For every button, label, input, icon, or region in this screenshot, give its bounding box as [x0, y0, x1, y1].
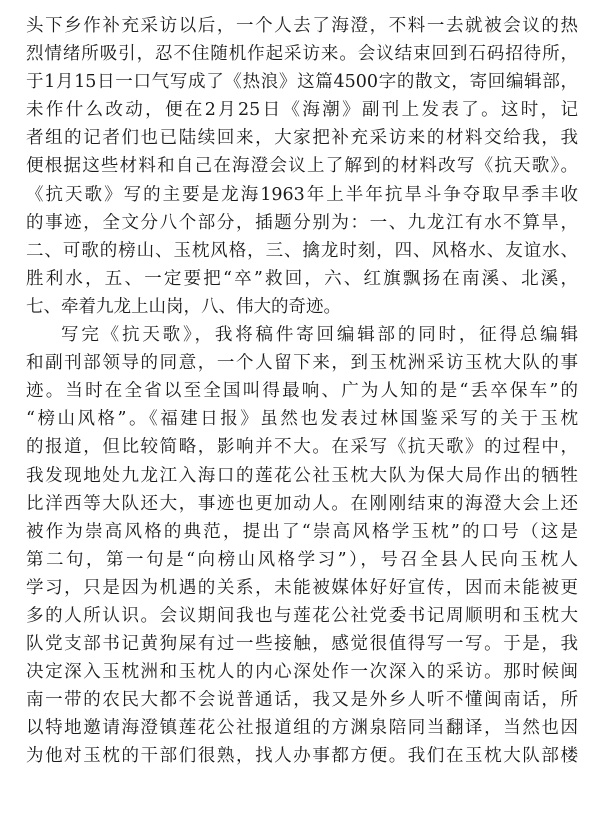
text-line: 《抗天歌》写的主要是龙海1963年上半年抗旱斗争夺取早季丰收	[26, 184, 578, 205]
text-line: 二、可歌的榜山、玉枕风格，三、擒龙时刻，四、风格水、友谊水、	[26, 240, 578, 261]
text-line: 的报道，但比较简略，影响并不大。在采写《抗天歌》的过程中，	[26, 437, 578, 458]
text-line: 写完《抗天歌》，我将稿件寄回编辑部的同时，征得总编辑	[61, 325, 578, 346]
text-line: 烈情绪所吸引，忍不住随机作起采访来。会议结束回到石码招待所，	[26, 44, 578, 65]
text-line: 决定深入玉枕洲和玉枕人的内心深处作一次深入的采访。那时候闽	[26, 662, 578, 683]
text-line: 迹。当时在全省以至全国叫得最响、广为人知的是“丢卒保车”的	[26, 381, 578, 402]
text-line: 我发现地处九龙江入海口的莲花公社玉枕大队为保大局作出的牺牲	[26, 465, 578, 486]
text-line: 为他对玉枕的干部们很熟，找人办事都方便。我们在玉枕大队部楼	[26, 746, 578, 767]
text-line: 被作为崇高风格的典范，提出了“崇高风格学玉枕”的口号（这是	[26, 521, 578, 542]
text-line: “榜山风格”。《福建日报》虽然也发表过林国鉴采写的关于玉枕	[26, 409, 578, 430]
text-line: 胜利水，五、一定要把“卒”救回，六、红旗飘扬在南溪、北溪，	[26, 268, 578, 289]
text-line: 的事迹，全文分八个部分，插题分别为：一、九龙江有水不算旱，	[26, 212, 578, 233]
text-line: 头下乡作补充采访以后，一个人去了海澄，不料一去就被会议的热	[26, 16, 578, 36]
text-line: 以特地邀请海澄镇莲花公社报道组的方渊泉陪同当翻译，当然也因	[26, 718, 578, 739]
text-line: 和副刊部领导的同意，一个人留下来，到玉枕洲采访玉枕大队的事	[26, 353, 578, 374]
text-line: 七、牵着九龙上山岗，八、伟大的奇迹。	[26, 296, 341, 317]
text-line: 于1月15日一口气写成了《热浪》这篇4500字的散文，寄回编辑部，	[26, 72, 578, 93]
paragraph-1	[26, 12, 578, 321]
text-line: 便根据这些材料和自己在海澄会议上了解到的材料改写《抗天歌》。	[26, 156, 578, 177]
paragraph-2	[26, 321, 578, 771]
text-line: 队党支部书记黄狗屎有过一些接触，感觉很值得写一写。于是，我	[26, 634, 578, 655]
text-line: 者组的记者们也已陆续回来，大家把补充采访来的材料交给我，我	[26, 128, 578, 149]
text-line: 第二句，第一句是“向榜山风格学习”），号召全县人民向玉枕人	[26, 549, 578, 570]
text-line: 多的人所认识。会议期间我也与莲花公社党委书记周顺明和玉枕大	[26, 605, 578, 626]
text-line: 南一带的农民大都不会说普通话，我又是外乡人听不懂闽南话，所	[26, 690, 578, 711]
text-line: 学习，只是因为机遇的关系，未能被媒体好好宣传，因而未能被更	[26, 577, 578, 598]
text-line: 未作什么改动，便在2月25日《海潮》副刊上发表了。这时，记	[26, 100, 578, 121]
text-line: 比洋西等大队还大，事迹也更加动人。在刚刚结束的海澄大会上还	[26, 493, 578, 514]
body-text	[26, 12, 578, 771]
